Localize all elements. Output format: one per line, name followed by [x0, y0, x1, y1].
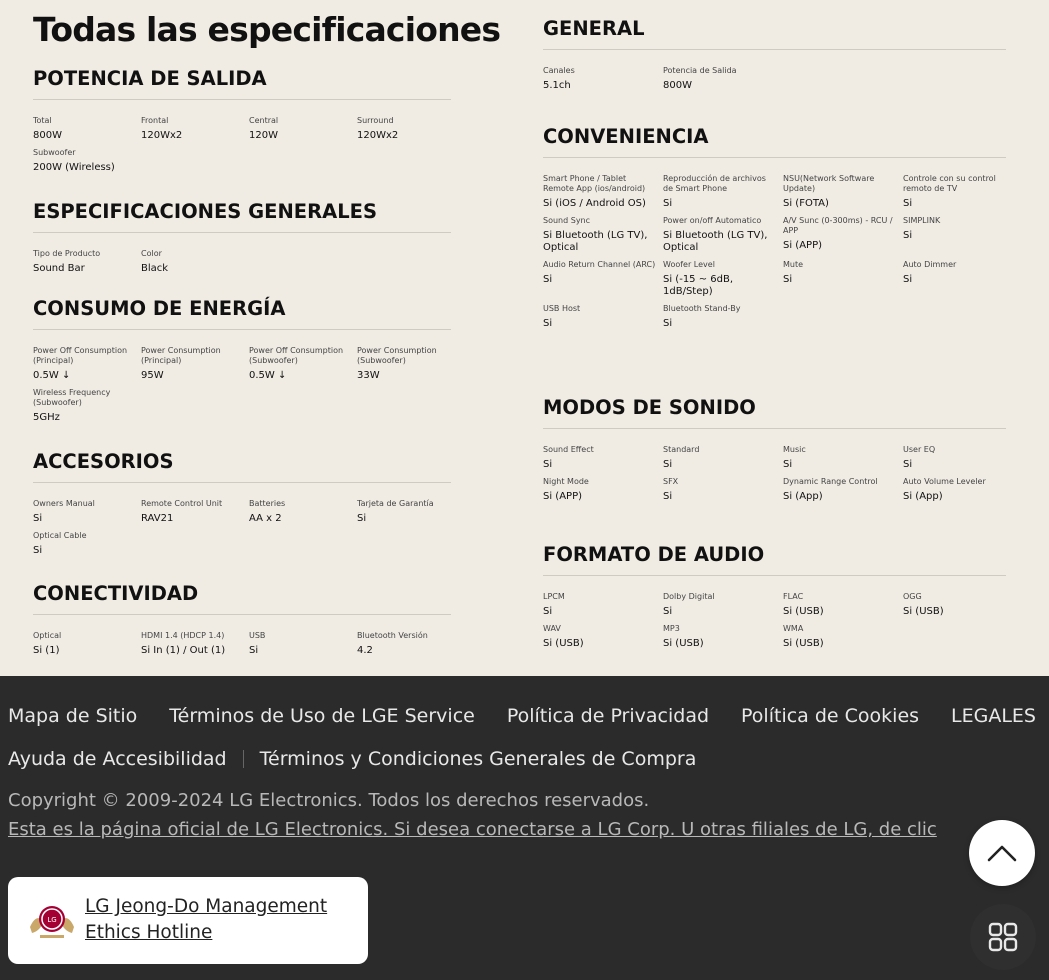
spec-item: [543, 174, 663, 210]
spec-label: HDMI 1.4 (HDCP 1.4): [141, 631, 225, 640]
spec-item: [543, 445, 663, 471]
spec-label: Optical: [33, 631, 62, 640]
spec-label: Bluetooth Versión: [357, 631, 428, 640]
spec-label: Central: [249, 116, 279, 125]
section-title: GENERAL: [543, 17, 645, 40]
spec-item: [903, 477, 1006, 503]
spec-label: Smart Phone / Tablet Remote App (ios/android): [543, 174, 646, 193]
spec-value: Si: [663, 318, 673, 329]
footer-links-row-2: [8, 747, 1048, 771]
spec-label: WAV: [543, 624, 561, 633]
spec-value: Si: [903, 459, 913, 470]
spec-item: [903, 445, 1006, 471]
spec-label: SIMPLINK: [903, 216, 941, 225]
section-header: [543, 395, 1006, 429]
spec-item: [543, 304, 663, 330]
spec-label: Tarjeta de Garantía: [357, 499, 434, 508]
spec-label: Potencia de Salida: [663, 66, 737, 75]
spec-value: Si (-15 ~ 6dB, 1dB/Step): [663, 274, 734, 297]
svg-text:LG: LG: [47, 916, 57, 924]
spec-value: Si: [783, 274, 793, 285]
hotline-line-2: Ethics Hotline: [85, 922, 213, 943]
spec-label: Batteries: [249, 499, 286, 508]
spec-label: Power Consumption (Principal): [141, 346, 221, 365]
spec-item: [663, 624, 783, 650]
section-title: FORMATO DE AUDIO: [543, 543, 765, 566]
spec-item: [33, 531, 141, 557]
spec-value: Si (APP): [543, 491, 583, 502]
spec-grid: [33, 249, 451, 275]
spec-value: Si: [783, 459, 793, 470]
spec-value: Si: [663, 459, 673, 470]
spec-grid: [33, 346, 451, 424]
spec-item: [663, 66, 783, 92]
spec-label: SFX: [663, 477, 679, 486]
spec-label: Tipo de Producto: [33, 249, 101, 258]
spec-label: Sound Sync: [543, 216, 591, 225]
spec-item: [543, 260, 663, 298]
copyright-text: Copyright © 2009-2024 LG Electronics. Todos los derechos reservados.: [8, 790, 650, 811]
spec-label: Auto Dimmer: [903, 260, 957, 269]
spec-label: Optical Cable: [33, 531, 87, 540]
spec-value: Si Bluetooth (LG TV), Optical: [663, 230, 768, 253]
spec-item: [357, 346, 451, 382]
spec-value: Si: [357, 513, 367, 524]
spec-item: [783, 624, 903, 650]
spec-value: Si (APP): [783, 240, 823, 251]
spec-item: [33, 499, 141, 525]
spec-item: [543, 624, 663, 650]
page-title: Todas las especificaciones: [33, 10, 501, 49]
spec-item: [663, 174, 783, 210]
spec-item: [141, 116, 249, 142]
spec-label: Dynamic Range Control: [783, 477, 878, 486]
back-to-top-button[interactable]: [969, 820, 1035, 886]
spec-value: Si: [33, 545, 43, 556]
spec-label: NSU(Network Software Update): [783, 174, 875, 193]
spec-grid: [33, 116, 451, 174]
spec-item: [33, 388, 141, 424]
spec-section: [33, 449, 451, 557]
spec-value: Si (USB): [783, 606, 824, 617]
spec-item: [249, 499, 357, 525]
spec-value: 120Wx2: [141, 130, 183, 141]
spec-item: [33, 148, 141, 174]
hotline-line-1: LG Jeong-Do Management: [85, 896, 328, 917]
spec-label: USB Host: [543, 304, 581, 313]
spec-grid: [543, 592, 1006, 650]
chevron-up-icon: [987, 844, 1017, 862]
spec-label: Remote Control Unit: [141, 499, 223, 508]
grid-icon: [988, 922, 1018, 952]
spec-section: [33, 66, 451, 174]
spec-value: Si: [903, 198, 913, 209]
spec-value: Si (App): [903, 491, 943, 502]
section-header: [33, 66, 451, 100]
spec-value: Si (USB): [903, 606, 944, 617]
spec-item: [783, 445, 903, 471]
spec-value: Si: [663, 491, 673, 502]
spec-value: Si: [249, 645, 259, 656]
spec-item: [357, 116, 451, 142]
spec-item: [543, 477, 663, 503]
spec-grid: [543, 66, 1006, 92]
spec-section: [543, 124, 1006, 330]
footer-link[interactable]: Mapa de Sitio: [8, 705, 138, 727]
spec-item: [33, 631, 141, 657]
spec-item: [783, 174, 903, 210]
section-title: ESPECIFICACIONES GENERALES: [33, 200, 378, 223]
spec-item: [783, 592, 903, 618]
spec-item: [903, 592, 1006, 618]
spec-value: Si: [543, 274, 553, 285]
section-title: CONSUMO DE ENERGÍA: [33, 297, 286, 320]
spec-label: Color: [141, 249, 162, 258]
section-header: [33, 296, 451, 330]
spec-item: [903, 260, 1006, 298]
spec-label: Subwoofer: [33, 148, 76, 157]
section-title: ACCESORIOS: [33, 450, 174, 473]
spec-label: Sound Effect: [543, 445, 594, 454]
spec-value: Si: [663, 606, 673, 617]
spec-label: Mute: [783, 260, 804, 269]
section-header: [543, 16, 1006, 50]
spec-item: [141, 249, 249, 275]
spec-value: 0.5W ↓: [33, 370, 71, 381]
spec-value: Si: [543, 459, 553, 470]
spec-label: Canales: [543, 66, 575, 75]
footer-links-row-1: [8, 704, 1048, 728]
spec-label: MP3: [663, 624, 680, 633]
spec-label: LPCM: [543, 592, 565, 601]
hotline-link[interactable]: [85, 894, 327, 946]
spec-label: Auto Volume Leveler: [903, 477, 986, 486]
spec-item: [783, 260, 903, 298]
spec-label: FLAC: [783, 592, 804, 601]
spec-value: Si: [543, 606, 553, 617]
spec-label: Power Consumption (Subwoofer): [357, 346, 437, 365]
spec-item: [663, 477, 783, 503]
spec-item: [903, 216, 1006, 254]
spec-item: [249, 116, 357, 142]
spec-label: Controle con su control remoto de TV: [903, 174, 996, 193]
spec-item: [249, 631, 357, 657]
spec-grid: [33, 499, 451, 557]
spec-value: Si (USB): [663, 638, 704, 649]
spec-value: 95W: [141, 370, 164, 381]
spec-item: [903, 174, 1006, 210]
spec-label: Power Off Consumption (Subwoofer): [249, 346, 344, 365]
spec-label: Total: [33, 116, 52, 125]
spec-grid: [33, 631, 451, 657]
lg-logo-icon: [26, 897, 78, 943]
spec-value: Si: [903, 274, 913, 285]
spec-value: 33W: [357, 370, 380, 381]
spec-value: 120Wx2: [357, 130, 399, 141]
section-header: [33, 449, 451, 483]
spec-section: [543, 395, 1006, 503]
spec-item: [663, 304, 783, 330]
section-title: MODOS DE SONIDO: [543, 396, 756, 419]
spec-label: USB: [249, 631, 266, 640]
spec-item: [663, 445, 783, 471]
spec-item: [543, 216, 663, 254]
spec-value: 800W: [663, 80, 692, 91]
spec-item: [663, 592, 783, 618]
spec-label: Bluetooth Stand-By: [663, 304, 741, 313]
spec-label: Dolby Digital: [663, 592, 715, 601]
section-header: [543, 124, 1006, 158]
spec-grid: [543, 445, 1006, 503]
spec-label: Surround: [357, 116, 394, 125]
spec-item: [357, 499, 451, 525]
spec-value: Si (FOTA): [783, 198, 829, 209]
spec-section: [543, 16, 1006, 92]
spec-item: [783, 477, 903, 503]
spec-item: [663, 216, 783, 254]
spec-value: Si Bluetooth (LG TV), Optical: [543, 230, 648, 253]
spec-value: Si (USB): [783, 638, 824, 649]
spec-label: Music: [783, 445, 806, 454]
spec-value: Si: [903, 230, 913, 241]
spec-section: [33, 581, 451, 657]
spec-item: [33, 116, 141, 142]
spec-value: 5.1ch: [543, 80, 571, 91]
spec-label: A/V Sunc (0-300ms) - RCU / APP: [783, 216, 893, 235]
spec-item: [663, 260, 783, 298]
spec-value: 800W: [33, 130, 62, 141]
spec-section: [33, 296, 451, 424]
spec-value: Si: [543, 318, 553, 329]
apps-menu-button[interactable]: [970, 904, 1036, 970]
section-header: [33, 199, 451, 233]
spec-item: [141, 346, 249, 382]
spec-item: [543, 66, 663, 92]
spec-label: Power on/off Automatico: [663, 216, 762, 225]
section-header: [543, 542, 1006, 576]
footer-link[interactable]: Política de Cookies: [741, 705, 920, 727]
spec-label: WMA: [783, 624, 804, 633]
spec-section: [543, 542, 1006, 650]
spec-value: 200W (Wireless): [33, 162, 115, 173]
link-separator: [243, 750, 244, 768]
spec-item: [783, 216, 903, 254]
spec-value: Black: [141, 263, 169, 274]
official-site-link[interactable]: Esta es la página oficial de LG Electronics. Si desea conectarse a LG Corp. U otras filiales de LG, de clic: [8, 819, 937, 840]
spec-label: Frontal: [141, 116, 169, 125]
footer-link[interactable]: LEGALES: [951, 705, 1036, 727]
section-title: CONVENIENCIA: [543, 125, 709, 148]
spec-item: [141, 499, 249, 525]
spec-item: [249, 346, 357, 382]
spec-label: Woofer Level: [663, 260, 715, 269]
spec-value: 0.5W ↓: [249, 370, 287, 381]
spec-item: [33, 346, 141, 382]
footer-link[interactable]: Términos de Uso de LGE Service: [169, 705, 475, 727]
spec-label: Standard: [663, 445, 700, 454]
spec-value: Si In (1) / Out (1): [141, 645, 226, 656]
spec-section: [33, 199, 451, 275]
ethics-hotline-banner[interactable]: [8, 877, 368, 964]
spec-value: RAV21: [141, 513, 174, 524]
spec-value: Sound Bar: [33, 263, 85, 274]
spec-value: Si: [33, 513, 43, 524]
footer-link[interactable]: Ayuda de Accesibilidad: [8, 748, 227, 770]
footer-link[interactable]: Términos y Condiciones Generales de Compra: [259, 748, 697, 770]
spec-value: Si: [663, 198, 673, 209]
section-title: POTENCIA DE SALIDA: [33, 67, 267, 90]
spec-value: Si (iOS / Android OS): [543, 198, 646, 209]
spec-label: Power Off Consumption (Principal): [33, 346, 128, 365]
spec-value: 4.2: [357, 645, 373, 656]
footer-link[interactable]: Política de Privacidad: [506, 705, 710, 727]
spec-value: Si (USB): [543, 638, 584, 649]
spec-item: [141, 631, 249, 657]
spec-label: Audio Return Channel (ARC): [543, 260, 656, 269]
spec-label: Wireless Frequency (Subwoofer): [33, 388, 111, 407]
spec-value: AA x 2: [249, 513, 282, 524]
spec-label: User EQ: [903, 445, 936, 454]
spec-value: Si (1): [33, 645, 60, 656]
footer-links: [8, 704, 1048, 771]
section-header: [33, 581, 451, 615]
spec-item: [357, 631, 451, 657]
spec-value: Si (App): [783, 491, 823, 502]
spec-grid: [543, 174, 1006, 330]
spec-label: OGG: [903, 592, 922, 601]
footer: [0, 676, 1049, 980]
spec-item: [543, 592, 663, 618]
spec-value: 120W: [249, 130, 278, 141]
spec-label: Reproducción de archivos de Smart Phone: [663, 174, 766, 193]
spec-label: Owners Manual: [33, 499, 95, 508]
spec-value: 5GHz: [33, 412, 60, 423]
spec-label: Night Mode: [543, 477, 589, 486]
spec-item: [33, 249, 141, 275]
section-title: CONECTIVIDAD: [33, 582, 199, 605]
